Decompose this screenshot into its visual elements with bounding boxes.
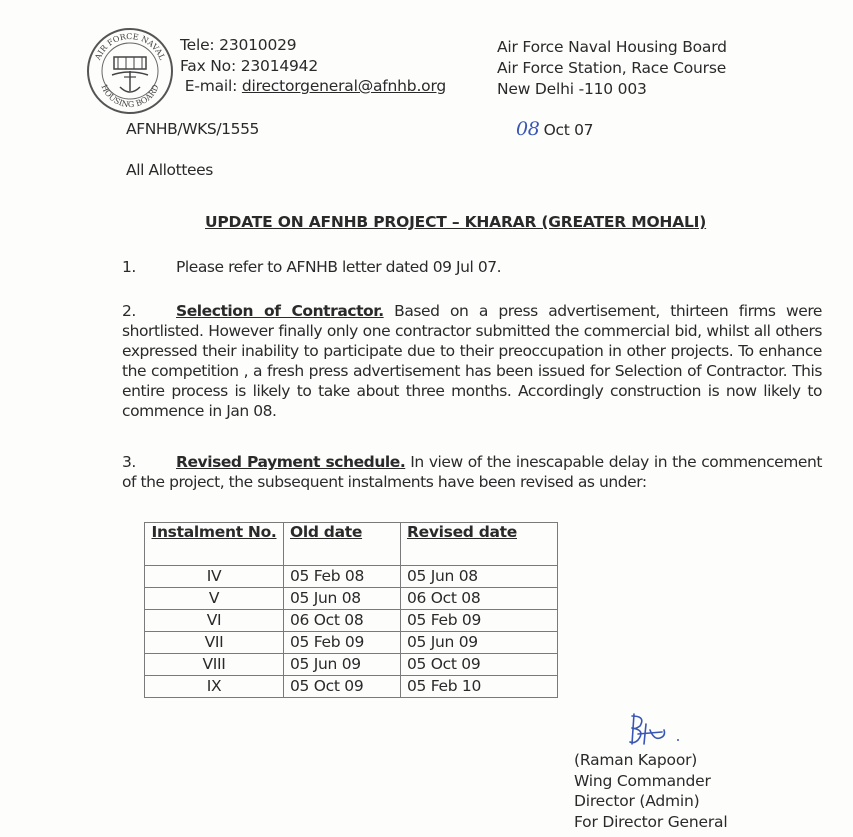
old-date: 05 Oct 09 bbox=[284, 676, 401, 698]
revised-date: 05 Jun 09 bbox=[401, 632, 558, 654]
signer-designation: Director (Admin) bbox=[574, 792, 700, 810]
signature-block bbox=[574, 750, 727, 832]
instalment-no: VII bbox=[145, 632, 284, 654]
telephone: Tele: 23010029 bbox=[180, 36, 297, 54]
paragraph-1 bbox=[122, 257, 822, 277]
paragraph-number: 2. bbox=[122, 302, 136, 320]
paragraph-3 bbox=[122, 452, 822, 492]
revised-date: 05 Feb 09 bbox=[401, 610, 558, 632]
instalment-no: IX bbox=[145, 676, 284, 698]
paragraph-text: Please refer to AFNHB letter dated 09 Jul 07. bbox=[176, 258, 502, 276]
paragraph-text: In view of the inescapable delay in the commencement of the project, the subsequent instalments have been revised as under: bbox=[122, 453, 822, 491]
signer-on-behalf: For Director General bbox=[574, 812, 728, 831]
paragraph-heading: Selection of Contractor. bbox=[176, 302, 384, 320]
address-block bbox=[497, 37, 727, 100]
handwritten-signature-icon bbox=[620, 710, 690, 750]
paragraph-number: 1. bbox=[122, 258, 136, 276]
paragraph-2 bbox=[122, 301, 822, 421]
header-old-date: Old date bbox=[284, 523, 401, 566]
contact-block bbox=[180, 35, 446, 97]
date-month-year: Oct 07 bbox=[543, 121, 594, 139]
reference-number: AFNHB/WKS/1555 bbox=[126, 120, 260, 138]
payment-schedule-table bbox=[144, 522, 558, 698]
header-revised-date: Revised date bbox=[401, 523, 558, 566]
email-line bbox=[180, 76, 446, 97]
table-row bbox=[145, 632, 558, 654]
addressee: All Allottees bbox=[126, 161, 213, 179]
logo-text-top: AIR FORCE NAVAL bbox=[93, 31, 167, 62]
instalment-no: VIII bbox=[145, 654, 284, 676]
old-date: 05 Jun 09 bbox=[284, 654, 401, 676]
letter-date bbox=[516, 118, 593, 140]
signer-name: (Raman Kapoor) bbox=[574, 751, 698, 769]
table-row bbox=[145, 676, 558, 698]
table-header-row bbox=[145, 523, 558, 566]
instalment-no: V bbox=[145, 588, 284, 610]
signer-rank: Wing Commander bbox=[574, 771, 711, 790]
instalment-no: IV bbox=[145, 566, 284, 588]
fax: Fax No: 23014942 bbox=[180, 56, 319, 75]
revised-date: 05 Feb 10 bbox=[401, 676, 558, 698]
table-row bbox=[145, 566, 558, 588]
paragraph-text: Based on a press advertisement, thirteen firms were shortlisted. However finally only one contractor submitted the commercial bid, whilst all others expressed their inability to participate due to their preoccupation in other projects. To enhance the competition , a fresh press advertisement has been issued for Selection of Contractor. This entire process is likely to take about three months. Accordingly construction is now likely to commence in Jan 08. bbox=[122, 302, 822, 420]
paragraph-number: 3. bbox=[122, 453, 136, 471]
header-instalment-no: Instalment No. bbox=[145, 523, 284, 566]
email-label: E-mail: bbox=[184, 77, 242, 95]
subject-heading: UPDATE ON AFNHB PROJECT – KHARAR (GREATER MOHALI) bbox=[205, 213, 707, 231]
old-date: 06 Oct 08 bbox=[284, 610, 401, 632]
date-day-handwritten: 08 bbox=[516, 118, 540, 140]
revised-date: 05 Oct 09 bbox=[401, 654, 558, 676]
table-row bbox=[145, 610, 558, 632]
address-line: Air Force Station, Race Course bbox=[497, 59, 727, 77]
email-link[interactable]: directorgeneral@afnhb.org bbox=[241, 77, 446, 95]
old-date: 05 Jun 08 bbox=[284, 588, 401, 610]
revised-date: 05 Jun 08 bbox=[401, 566, 558, 588]
table-row bbox=[145, 588, 558, 610]
afnhb-emblem-icon bbox=[86, 27, 174, 115]
paragraph-heading: Revised Payment schedule. bbox=[176, 453, 406, 471]
address-line: New Delhi -110 003 bbox=[497, 80, 647, 98]
old-date: 05 Feb 08 bbox=[284, 566, 401, 588]
logo-text-bottom: HOUSING BOARD bbox=[99, 83, 161, 110]
revised-date: 06 Oct 08 bbox=[401, 588, 558, 610]
address-line: Air Force Naval Housing Board bbox=[497, 38, 727, 56]
instalment-no: VI bbox=[145, 610, 284, 632]
table-row bbox=[145, 654, 558, 676]
old-date: 05 Feb 09 bbox=[284, 632, 401, 654]
